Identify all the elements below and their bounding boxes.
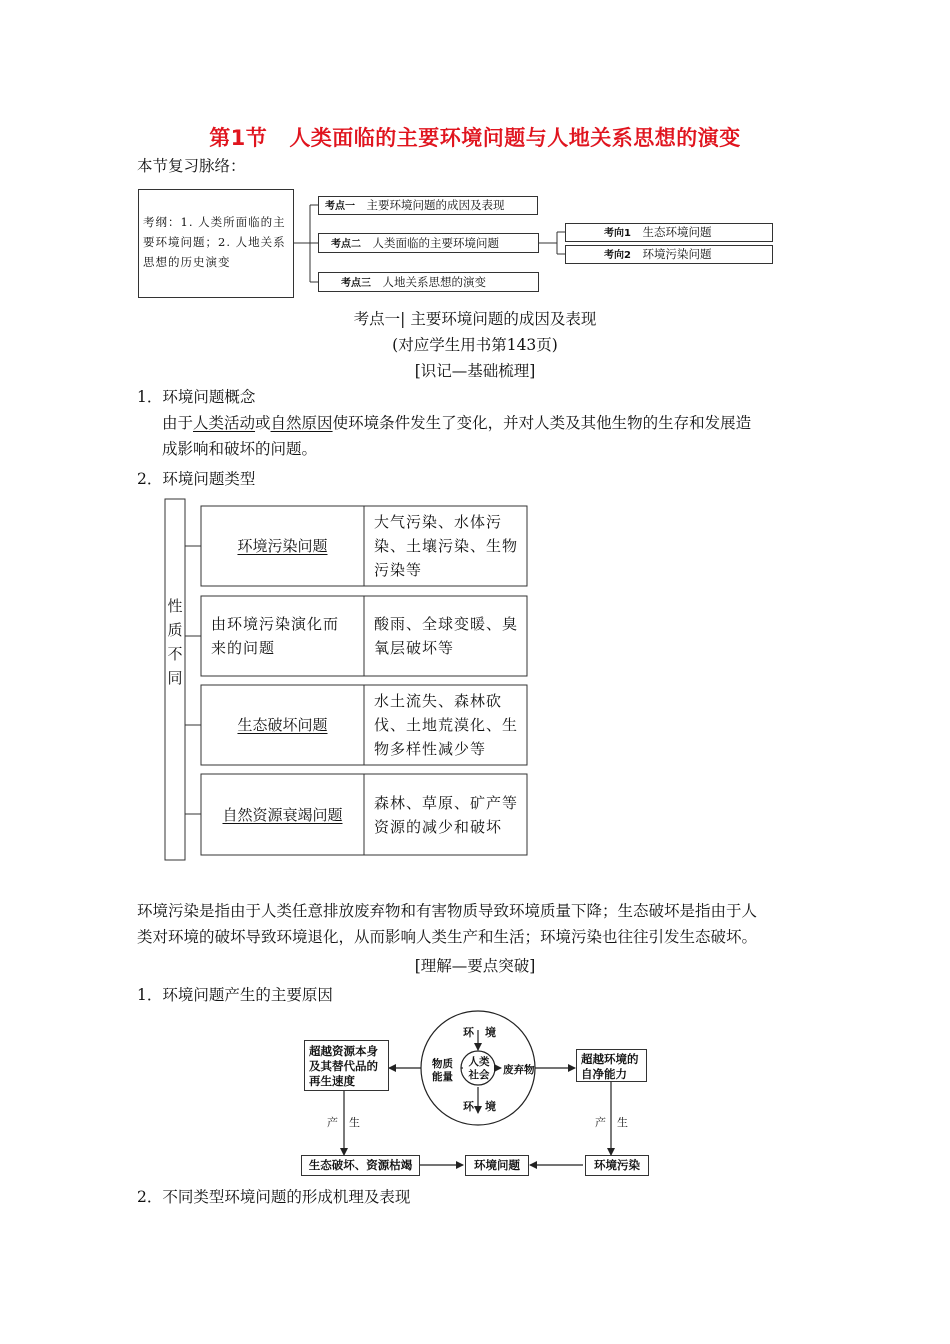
type-row4-desc: 森林、草原、矿产等 资源的减少和破坏 bbox=[374, 794, 519, 836]
point-three-text: 人地关系思想的演变 bbox=[382, 275, 486, 289]
point-three-tag: 考点三 bbox=[341, 278, 371, 289]
self-purification-box: 超越环境的 自净能力 bbox=[576, 1049, 647, 1082]
type-row1-name: 环境污染问题 bbox=[237, 537, 328, 555]
direction-one-text: 生态环境问题 bbox=[642, 225, 712, 239]
type-row3-desc: 水土流失、森林砍 伐、土地荒漠化、生 物多样性减少等 bbox=[374, 692, 519, 758]
subsection-memorize: [识记—基础梳理] bbox=[414, 362, 536, 380]
produce-left-char1: 产 bbox=[327, 1116, 338, 1129]
section-name: 人类面临的主要环境问题与人地关系思想的演变 bbox=[289, 126, 741, 150]
type-row2-desc: 酸雨、全球变暖、臭 氧层破坏等 bbox=[374, 615, 519, 657]
item-causes-title: 1．环境问题产生的主要原因 bbox=[137, 986, 333, 1004]
point-one-heading: 考点一| 主要环境问题的成因及表现 bbox=[353, 310, 597, 328]
summary-line1: 环境污染是指由于人类任意排放废弃物和有害物质导致环境质量下降；生态破坏是指由于人 bbox=[137, 902, 758, 920]
environment-problem-box: 环境问题 bbox=[465, 1155, 529, 1176]
item-concept-title: 1．环境问题概念 bbox=[137, 388, 256, 406]
point-one-tag: 考点一 bbox=[325, 201, 355, 212]
section-number: 第1节 bbox=[209, 126, 268, 150]
circle-top-right-char: 境 bbox=[485, 1026, 496, 1039]
produce-right-char2: 生 bbox=[617, 1116, 628, 1129]
eco-damage-box: 生态破坏、资源枯竭 bbox=[301, 1155, 420, 1176]
type-row4-name: 自然资源衰竭问题 bbox=[222, 806, 343, 824]
type-row2-name: 由环境污染演化而 来的问题 bbox=[211, 615, 340, 657]
review-label: 本节复习脉络： bbox=[137, 157, 246, 175]
point-one-ref: (对应学生用书第143页) bbox=[392, 336, 558, 354]
syllabus-box: 考纲：1. 人类所面临的主要环境问题；2. 人地关系思想的历史演变 bbox=[138, 189, 294, 298]
direction-one-tag: 考向1 bbox=[604, 228, 631, 239]
produce-left-char2: 生 bbox=[349, 1116, 360, 1129]
underline-natural-cause: 自然原因 bbox=[270, 414, 333, 432]
type-row1-desc: 大气污染、水体污 染、土壤污染、生物 污染等 bbox=[374, 513, 519, 579]
produce-right-char1: 产 bbox=[595, 1116, 606, 1129]
point-one-text: 主要环境问题的成因及表现 bbox=[366, 198, 505, 212]
circle-bottom-left-char: 环 bbox=[463, 1100, 474, 1113]
direction-two-tag: 考向2 bbox=[604, 250, 631, 261]
point-two-text: 人类面临的主要环境问题 bbox=[372, 236, 499, 250]
item-concept-line2: 成影响和破坏的问题。 bbox=[162, 440, 318, 458]
item-types-title: 2．环境问题类型 bbox=[137, 470, 256, 488]
subsection-understand: [理解—要点突破] bbox=[414, 957, 536, 975]
resource-overuse-box: 超越资源本身 及其替代品的 再生速度 bbox=[304, 1040, 389, 1091]
pollution-box: 环境污染 bbox=[585, 1155, 649, 1176]
human-society-label: 人类 社会 bbox=[468, 1056, 490, 1081]
side-label: 性 质 不 同 bbox=[167, 597, 183, 687]
item-concept-line1: 由于人类活动或自然原因使环境条件发生了变化，并对人类及其他生物的生存和发展造 bbox=[162, 414, 752, 432]
point-two-tag: 考点二 bbox=[331, 239, 361, 250]
direction-two-text: 环境污染问题 bbox=[642, 247, 712, 261]
circle-top-left-char: 环 bbox=[463, 1026, 474, 1039]
type-row3-name: 生态破坏问题 bbox=[237, 716, 328, 734]
circle-bottom-right-char: 境 bbox=[485, 1100, 496, 1113]
waste-label: 废弃物 bbox=[503, 1064, 535, 1076]
matter-energy-label: 物质 能量 bbox=[432, 1058, 453, 1083]
item-mechanism-title: 2．不同类型环境问题的形成机理及表现 bbox=[137, 1188, 411, 1206]
underline-human-activity: 人类活动 bbox=[193, 414, 256, 432]
summary-line2: 类对环境的破坏导致环境退化，从而影响人类生产和生活；环境污染也往往引发生态破坏。 bbox=[137, 928, 758, 946]
